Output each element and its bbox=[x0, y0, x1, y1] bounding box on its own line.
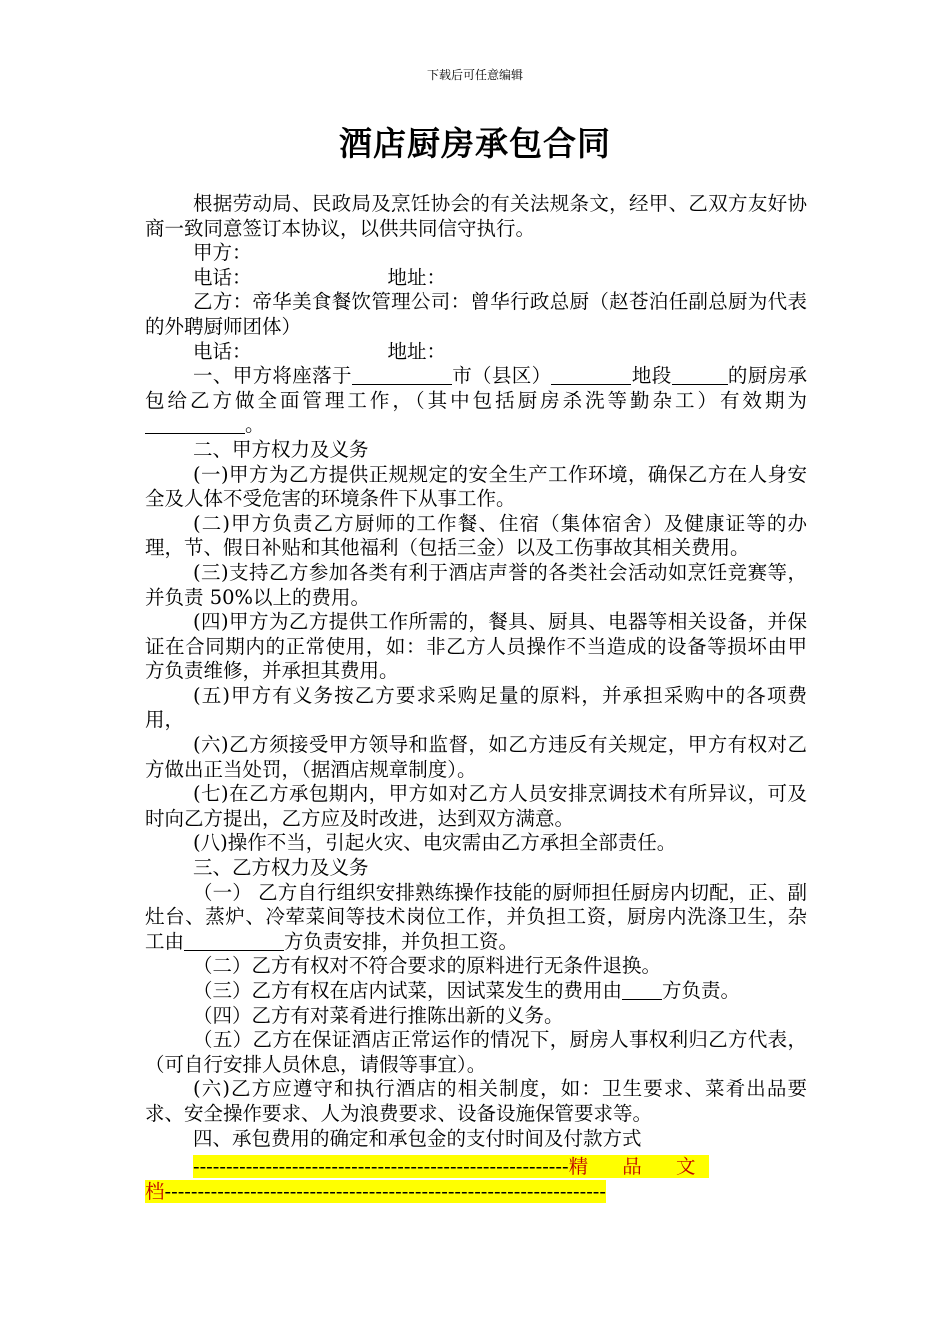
phone-label: 电话： bbox=[193, 339, 252, 363]
document-body bbox=[145, 192, 807, 1204]
section-2-item: (七)在乙方承包期内，甲方如对乙方人员安排烹调技术有所异议，可及时向乙方提出，乙方应及时改进，达到双方满意。 bbox=[145, 782, 807, 830]
district-blank bbox=[551, 365, 631, 385]
section-2-item: (八)操作不当，引起火灾、电灾需由乙方承担全部责任。 bbox=[193, 831, 677, 855]
section-2-item: (四)甲方为乙方提供工作所需的，餐具、厨具、电器等相关设备，并保证在合同期内的正常使用，如：非乙方人员操作不当造成的设备等损坏由甲方负责维修，并承担其费用。 bbox=[145, 610, 807, 683]
section-2-item: (六)乙方须接受甲方领导和监督，如乙方违反有关规定，甲方有权对乙方做出正当处罚，（据酒店规章制度）。 bbox=[145, 733, 807, 781]
section-3-item: （四）乙方有对菜肴进行推陈出新的义务。 bbox=[193, 1003, 564, 1027]
footer-dashes: --------------------------------------------------------- bbox=[193, 1155, 569, 1179]
handyman-party-blank bbox=[184, 931, 284, 951]
section-3-item: （一） 乙方自行组织安排熟练操作技能的厨师担任厨房内切配，正、副灶台、蒸炉、冷荤菜间等技术岗位工作，并负担工资，厨房内洗涤卫生，杂工由 方负责安排，并负担工资。 bbox=[145, 880, 807, 953]
section-2-item: (二)甲方负责乙方厨师的工作餐、住宿（集体宿舍）及健康证等的办理，节、假日补贴和其他福利（包括三金）以及工伤事故其相关费用。 bbox=[145, 511, 807, 560]
document-title: 酒店厨房承包合同 bbox=[339, 124, 611, 163]
party-a-contact bbox=[145, 266, 807, 291]
section-3-item: （五）乙方在保证酒店正常运作的情况下，厨房人事权利归乙方代表，（可自行安排人员休息，请假等事宜）。 bbox=[145, 1028, 807, 1076]
section-3-item: (六)乙方应遵守和执行酒店的相关制度，如：卫生要求、菜肴出品要求、安全操作要求、人为浪费要求、设备设施保管要求等。 bbox=[145, 1077, 807, 1125]
address-label: 地址： bbox=[387, 339, 447, 363]
section-3-item: （三）乙方有权在店内试菜，因试菜发生的费用由 方负责。 bbox=[193, 979, 741, 1002]
section-2-item: (五)甲方有义务按乙方要求采购足量的原料，并承担采购中的各项费用， bbox=[145, 683, 807, 732]
section-2-item: (一)甲方为乙方提供正规规定的安全生产工作环境，确保乙方在人身安全及人体不受危害的环境条件下从事工作。 bbox=[145, 462, 807, 511]
section-blank bbox=[672, 365, 728, 385]
location-blank bbox=[352, 365, 452, 385]
section-4-title: 四、承包费用的确定和承包金的支付时间及付款方式 bbox=[193, 1126, 642, 1150]
party-b-line: 乙方：帝华美食餐饮管理公司：曾华行政总厨（赵苍泊任副总厨为代表的外聘厨师团体） bbox=[145, 290, 807, 338]
section-2-item: (三)支持乙方参加各类有利于酒店声誉的各类社会活动如烹饪竞赛等，并负责 50%以上的费用。 bbox=[145, 560, 807, 609]
intro-paragraph: 根据劳动局、民政局及烹饪协会的有关法规条文，经甲、乙双方友好协商一致同意签订本协议，以供共同信守执行。 bbox=[145, 192, 807, 240]
watermark-footer bbox=[145, 1155, 807, 1204]
party-a-line: 甲方： bbox=[193, 241, 252, 265]
term-blank bbox=[145, 414, 245, 434]
footer-dashes: ------------------------------------------------------------------- bbox=[164, 1179, 606, 1203]
party-b-contact bbox=[145, 340, 807, 365]
page-header: 下载后可任意编辑 bbox=[426, 68, 523, 82]
address-label: 地址： bbox=[387, 265, 447, 289]
section-2-title: 二、甲方权力及义务 bbox=[193, 437, 369, 461]
clause-1: 一、甲方将座落于 市（县区） 地段 的厨房承包给乙方做全面管理工作，（其中包括厨房杀洗等勤杂工）有效期为。 bbox=[145, 364, 807, 437]
tasting-cost-blank bbox=[622, 980, 662, 1000]
phone-label: 电话： bbox=[193, 265, 252, 289]
footer-label-end: 档 bbox=[145, 1179, 165, 1203]
section-3-item: （二）乙方有权对不符合要求的原料进行无条件退换。 bbox=[193, 954, 662, 978]
section-3-title: 三、乙方权力及义务 bbox=[193, 856, 369, 880]
footer-label: 精 品 文 bbox=[568, 1155, 710, 1179]
